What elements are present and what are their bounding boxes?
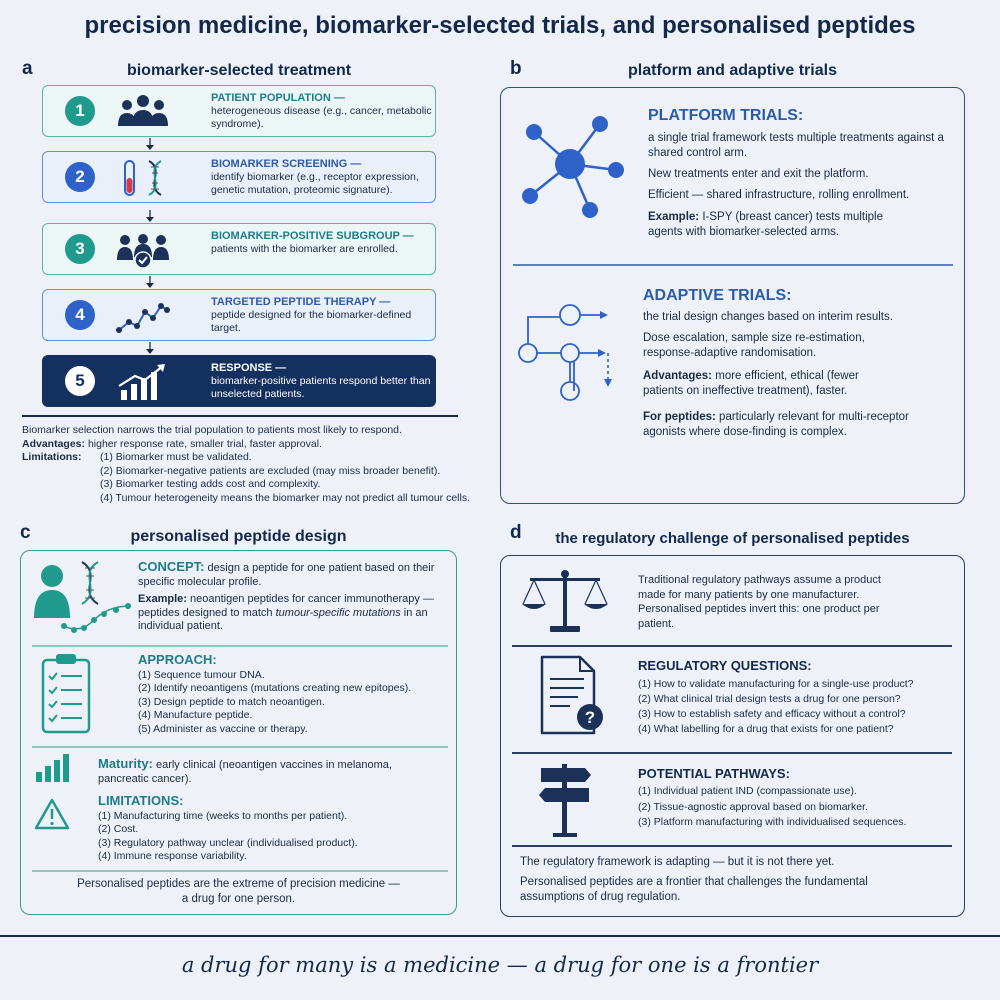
pathway-item: (1) Individual patient IND (compassionate use).	[638, 785, 857, 797]
advantages-label: Advantages:	[22, 437, 86, 450]
main-title: precision medicine, biomarker-selected trials, and personalised peptides	[84, 12, 916, 39]
divider	[512, 752, 952, 754]
approach-item: (4) Manufacture peptide.	[138, 709, 253, 722]
concept-block	[138, 560, 448, 589]
arrow-down-icon	[145, 276, 155, 289]
step-5	[42, 355, 436, 407]
divider	[32, 645, 448, 647]
panel-c-title: personalised peptide design	[130, 528, 347, 545]
platform-line-2: New treatments enter and exit the platform.	[648, 168, 869, 180]
example-emphasis: tumour-specific mutations	[275, 606, 401, 619]
step-1	[42, 85, 436, 137]
step-head: BIOMARKER SCREENING —	[211, 158, 362, 170]
svg-text:?: ?	[584, 708, 596, 727]
concept-label: CONCEPT:	[138, 559, 205, 574]
step-4	[42, 289, 436, 341]
signpost-icon	[535, 758, 595, 838]
advantages-label: Advantages:	[643, 370, 713, 382]
closing-line-1: Personalised peptides are the extreme of precision medicine —	[77, 878, 400, 890]
step-head: TARGETED PEPTIDE THERAPY —	[211, 296, 391, 308]
advantages-text: higher response rate, smaller trial, faster approval.	[87, 437, 322, 450]
clipboard-icon	[40, 652, 92, 734]
question-item: (4) What labelling for a drug that exists for one patient?	[638, 723, 894, 735]
step-desc: heterogeneous disease (e.g., cancer, metabolic syndrome).	[211, 105, 432, 130]
adaptive-line-1: the trial design changes based on interim results.	[643, 311, 893, 323]
step-number: 4	[65, 300, 95, 330]
approach-item: (2) Identify neoantigens (mutations creating new epitopes).	[138, 682, 412, 695]
bar-chart-arrow-icon	[115, 362, 171, 402]
summary: Biomarker selection narrows the trial population to patients most likely to respond.	[22, 424, 402, 436]
example-label: Example:	[648, 211, 700, 223]
signal-bars-icon	[34, 754, 70, 782]
approach-list	[138, 669, 448, 736]
panel-d-closing	[520, 855, 880, 905]
pathway-item: (3) Platform manufacturing with individualised sequences.	[638, 816, 907, 828]
approach-item: (3) Design peptide to match neoantigen.	[138, 695, 325, 708]
limitations-heading: LIMITATIONS:	[98, 793, 184, 808]
adaptive-flow-icon	[512, 295, 632, 410]
document-question-icon	[538, 655, 610, 735]
regulatory-questions-heading: REGULATORY QUESTIONS:	[638, 658, 812, 673]
test-tube-dna-icon	[115, 158, 171, 198]
panel-c-letter: c	[20, 522, 31, 543]
platform-example	[648, 210, 918, 240]
step-desc: biomarker-positive patients respond better than unselected patients.	[211, 375, 431, 400]
divider	[32, 870, 448, 872]
arrow-down-icon	[145, 342, 155, 355]
concept-text: design a peptide for one patient based on their specific molecular profile.	[138, 562, 435, 588]
approach-heading: APPROACH:	[138, 652, 217, 667]
approach-item: (1) Sequence tumour DNA.	[138, 669, 265, 681]
adaptive-line-2: Dose escalation, sample size re-estimation, response-adaptive randomisation.	[643, 332, 865, 359]
approach-item: (5) Administer as vaccine or therapy.	[138, 722, 308, 735]
limitations-list	[98, 810, 443, 864]
platform-trials-heading: PLATFORM TRIALS:	[648, 107, 804, 124]
regulatory-intro: Traditional regulatory pathways assume a product made for many patients by one manufacturer. Personalised peptides invert this: one product per patient.	[638, 574, 881, 630]
maturity-block	[98, 757, 443, 786]
limitations-label: Limitations:	[22, 451, 82, 463]
divider	[32, 746, 448, 748]
limitation-item: (1) Manufacturing time (weeks to months per patient).	[98, 810, 348, 822]
step-number: 3	[65, 234, 95, 264]
limitation-item: (3) Regulatory pathway unclear (individualised product).	[98, 836, 358, 849]
arrow-down-icon	[145, 138, 155, 151]
divider	[22, 415, 458, 417]
step-head: PATIENT POPULATION —	[211, 92, 345, 104]
step-3	[42, 223, 436, 275]
question-item: (1) How to validate manufacturing for a single-use product?	[638, 678, 914, 690]
divider	[512, 645, 952, 647]
maturity-text: early clinical (neoantigen vaccines in melanoma, pancreatic cancer).	[98, 759, 392, 785]
divider	[513, 264, 953, 266]
limitation-item: (4) Immune response variability.	[98, 850, 247, 863]
step-head: RESPONSE —	[211, 362, 287, 374]
panel-a-title: biomarker-selected treatment	[126, 62, 352, 79]
pathway-item: (2) Tissue-agnostic approval based on biomarker.	[638, 800, 868, 813]
step-number: 5	[65, 366, 95, 396]
question-item: (2) What clinical trial design tests a drug for one person?	[638, 693, 901, 705]
panel-d-title: the regulatory challenge of personalised peptides	[555, 530, 910, 547]
step-head: BIOMARKER-POSITIVE SUBGROUP —	[211, 230, 414, 242]
limitation-item: (2) Biomarker-negative patients are excluded (may miss broader benefit).	[100, 464, 441, 477]
platform-line-1: a single trial framework tests multiple treatments against a shared control arm.	[648, 132, 944, 159]
panel-c-closing	[20, 877, 457, 907]
adaptive-advantages	[643, 369, 883, 399]
people-icon	[115, 92, 171, 132]
example-text-b: in an individual patient.	[138, 606, 428, 632]
network-hub-icon	[512, 112, 627, 222]
questions-list	[638, 677, 958, 737]
step-number: 1	[65, 96, 95, 126]
arrow-down-icon	[145, 210, 155, 223]
for-peptides-label: For peptides:	[643, 411, 716, 423]
limitation-item: (4) Tumour heterogeneity means the biomarker may not predict all tumour cells.	[100, 491, 470, 504]
footer-divider	[0, 935, 1000, 937]
platform-line-3: Efficient — shared infrastructure, rolling enrollment.	[648, 189, 910, 201]
step-number: 2	[65, 162, 95, 192]
potential-pathways-heading: POTENTIAL PATHWAYS:	[638, 766, 790, 781]
example-label: Example:	[138, 593, 187, 605]
example-text: I-SPY (breast cancer) tests multiple agents with biomarker-selected arms.	[648, 211, 884, 238]
patient-dna-icon	[30, 558, 135, 638]
panel-a-notes	[22, 424, 470, 504]
advantages-text: more efficient, ethical (fewer patients on ineffective treatment), faster.	[643, 370, 859, 397]
divider	[512, 845, 952, 847]
panel-d-letter: d	[510, 522, 522, 543]
example-block	[138, 593, 448, 634]
footer-tagline: a drug for many is a medicine — a drug for one is a frontier	[181, 953, 819, 977]
closing-line-1: The regulatory framework is adapting — but it is not there yet.	[520, 856, 835, 868]
limitation-item: (2) Cost.	[98, 823, 139, 836]
pathways-list	[638, 784, 958, 831]
limitation-item: (1) Biomarker must be validated.	[100, 451, 252, 463]
adaptive-peptides	[643, 410, 943, 440]
scales-icon	[520, 568, 610, 638]
panel-b-title: platform and adaptive trials	[628, 62, 837, 79]
warning-icon	[34, 798, 70, 830]
question-item: (3) How to establish safety and efficacy without a control?	[638, 708, 906, 720]
peptide-chain-icon	[115, 296, 171, 336]
step-desc: identify biomarker (e.g., receptor expression, genetic mutation, proteomic signature).	[211, 171, 419, 196]
maturity-label: Maturity:	[98, 756, 153, 771]
closing-line-2: a drug for one person.	[181, 893, 296, 905]
limitation-item: (3) Biomarker testing adds cost and complexity.	[100, 478, 321, 490]
checkmark-people-icon	[115, 230, 171, 270]
step-desc: peptide designed for the biomarker-defined target.	[211, 309, 412, 334]
step-2	[42, 151, 436, 203]
step-desc: patients with the biomarker are enrolled.	[211, 243, 398, 255]
example-text-a: neoantigen peptides for cancer immunotherapy — peptides designed to match	[138, 593, 434, 619]
for-peptides-text: particularly relevant for multi-receptor agonists where dose-finding is complex.	[643, 411, 909, 438]
adaptive-trials-heading: ADAPTIVE TRIALS:	[643, 287, 792, 304]
closing-line-2: Personalised peptides are a frontier that challenges the fundamental assumptions of drug regulation.	[520, 876, 868, 903]
panel-b-letter: b	[510, 58, 522, 79]
panel-a-letter: a	[22, 58, 33, 79]
